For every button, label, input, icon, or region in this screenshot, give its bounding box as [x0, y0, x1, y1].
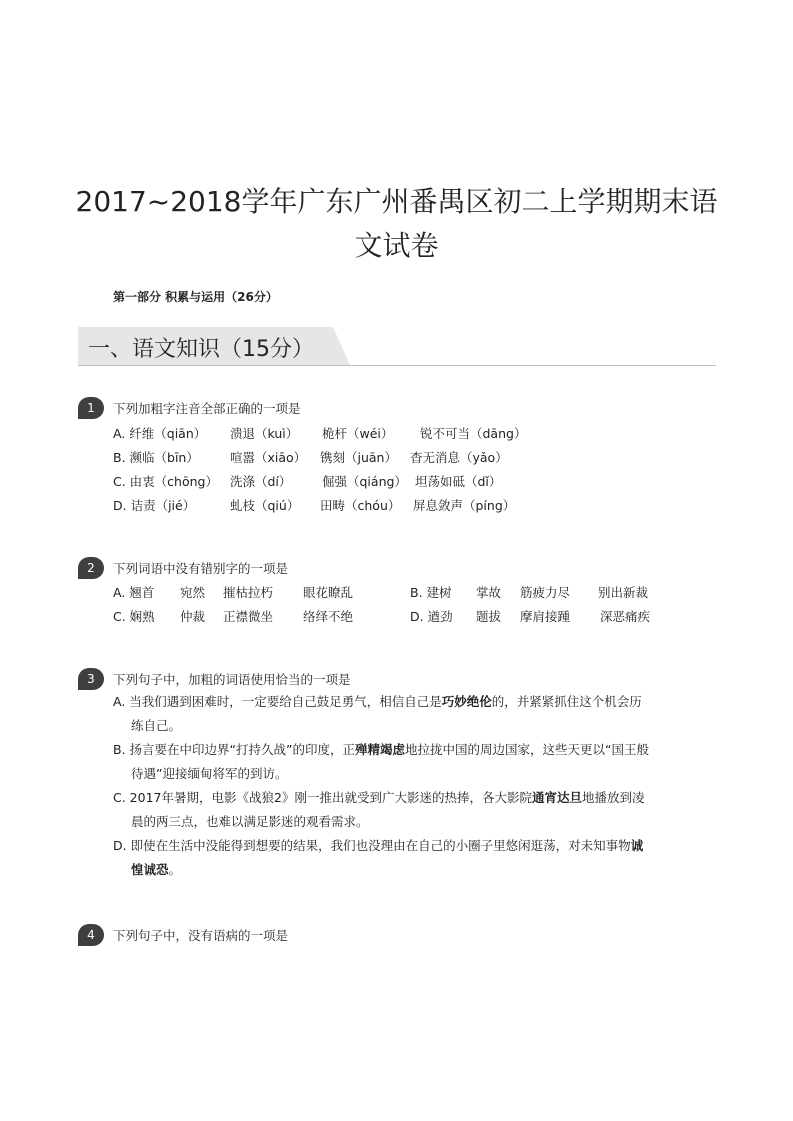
q1-option-d-4: 屏息敛声（píng）: [413, 498, 516, 513]
question-3-text: 下列句子中，加粗的词语使用恰当的一项是: [113, 672, 351, 687]
q2-option-a-2: 宛然: [180, 585, 206, 600]
q2-option-a-1: A. 翘首: [113, 585, 155, 600]
q1-option-b-4: 杳无消息（yǎo）: [410, 450, 508, 465]
q2-option-d-1: D. 遒劲: [410, 609, 453, 624]
q3-option-a: A. 当我们遇到困难时，一定要给自己鼓足勇气，相信自己是巧妙绝伦的，并紧紧抓住这个机会历 练自己。: [113, 694, 642, 733]
q3-option-b: B. 扬言要在中印边界“打持久战”的印度，正殚精竭虑地拉拢中国的周边国家，这些天更以“国王般 待遇”迎接缅甸将军的到访。: [113, 742, 649, 781]
question-2-text: 下列词语中没有错别字的一项是: [113, 561, 289, 576]
q2-option-a-4: 眼花瞭乱: [303, 585, 354, 600]
q1-option-b-2: 喧嚣（xiāo）: [230, 450, 307, 465]
q2-option-b-3: 筋疲力尽: [520, 585, 571, 600]
q2-option-a-3: 摧枯拉朽: [223, 585, 274, 600]
q3-option-d: D. 即使在生活中没能得到想要的结果，我们也没理由在自己的小圈子里悠闲逛荡，对未知事物诚 惶诚恐。: [113, 838, 644, 877]
question-number-badge: 3: [78, 668, 104, 690]
question-number-badge: 2: [78, 557, 104, 579]
q1-option-a-3: 桅杆（wéi）: [322, 426, 394, 441]
q3-option-c: C. 2017年暑期，电影《战狼2》刚一推出就受到广大影迷的热捧，各大影院通宵达旦地播放到凌 晨的两三点，也难以满足影迷的观看需求。: [113, 790, 645, 829]
q1-option-c-1: C. 由衷（chōng）: [113, 474, 218, 489]
q1-option-c-4: 坦荡如砥（dǐ）: [415, 474, 502, 489]
q1-option-c-2: 洗涤（dí）: [230, 474, 292, 489]
q2-option-c-2: 仲裁: [180, 609, 206, 624]
title-line-1: 2017~2018学年广东广州番禺区初二上学期期末语: [75, 185, 718, 218]
part-label: 第一部分 积累与运用（26分）: [113, 290, 278, 304]
q1-option-c-3: 倔强（qiáng）: [322, 474, 407, 489]
question-1-text: 下列加粗字注音全部正确的一项是: [113, 401, 301, 416]
q2-option-b-1: B. 建树: [410, 585, 452, 600]
title-line-2: 文试卷: [354, 229, 439, 262]
q1-option-a-2: 溃退（kuì）: [230, 426, 299, 441]
q1-option-b-3: 镌刻（juān）: [320, 450, 397, 465]
q1-option-a-1: A. 纤维（qiān）: [113, 426, 207, 441]
q2-option-c-1: C. 娴熟: [113, 609, 155, 624]
question-4-text: 下列句子中，没有语病的一项是: [113, 928, 289, 943]
q1-option-d-1: D. 诘责（jié）: [113, 498, 196, 513]
question-number-badge: 1: [78, 397, 104, 419]
q2-option-d-3: 摩肩接踵: [520, 609, 571, 624]
q1-option-d-2: 虬枝（qiú）: [230, 498, 300, 513]
q2-option-c-3: 正襟微坐: [223, 609, 274, 624]
q1-option-a-4: 锐不可当（dāng）: [420, 426, 527, 441]
q2-option-d-4: 深恶痛疾: [600, 609, 651, 624]
q2-option-d-2: 题拔: [476, 609, 502, 624]
section-header: [78, 327, 716, 366]
q1-option-b-1: B. 濒临（bīn）: [113, 450, 199, 465]
section-title: 一、语文知识（15分）: [88, 337, 314, 362]
q1-option-d-3: 田畴（chóu）: [320, 498, 401, 513]
page-title: [60, 180, 733, 268]
q2-option-c-4: 络绎不绝: [303, 609, 354, 624]
q2-option-b-4: 别出新裁: [598, 585, 649, 600]
q2-option-b-2: 掌故: [476, 585, 502, 600]
question-number-badge: 4: [78, 924, 104, 946]
